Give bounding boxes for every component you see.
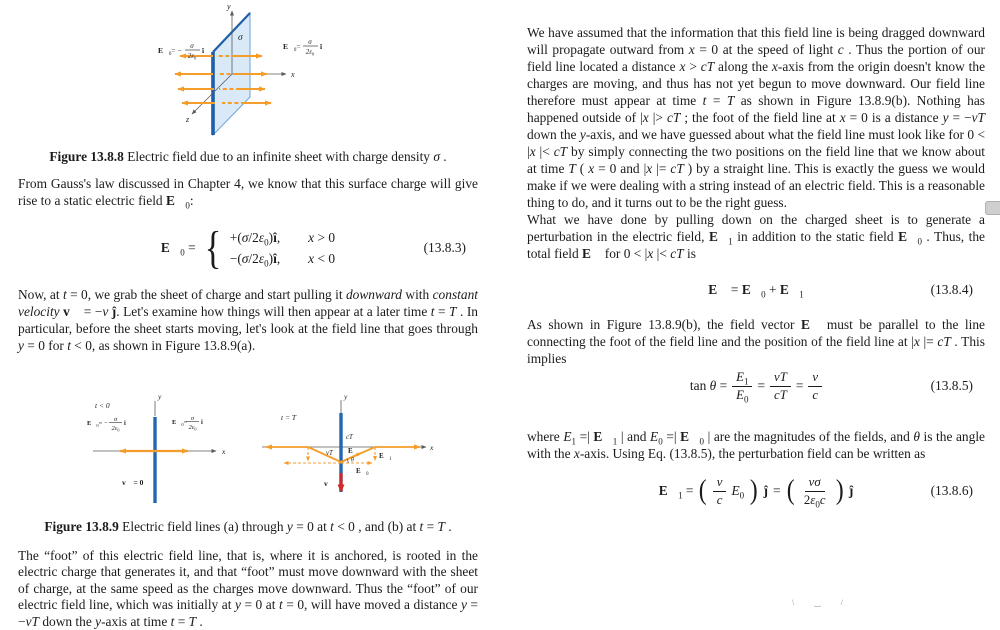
- x-axis-label: x: [222, 447, 226, 456]
- svg-text:E⃗0=: $E⃗_0=$: [283, 42, 301, 53]
- y-axis-label: y: [344, 392, 348, 401]
- paragraph-foot: The “foot” of this electric field line, that is, where it is anchored, is rooted in the electric charge that generates it, and that “foot” must move downward with the sheet of charge, at the same speed as the charges move downward. Thus the “foot” of our electric field line, which was initially at y = 0 at t = 0, will have moved a distance y = −vT down the y-axis at time t = T .: [18, 548, 478, 629]
- right-paren: ): [835, 475, 844, 506]
- equation-13-8-6: $E⃗_1$ = ( $\frac{v}{c}$ $E_0$ ) ĵ = ( $\frac{v\sigma}{2\varepsilon_0c}$ ) ĵ (13.8.6): [658, 474, 973, 510]
- x-axis-label: x: [291, 70, 295, 79]
- figure-13-8-9-caption: Figure 13.8.9 Electric field lines (a) through y = 0 at t < 0 , and (b) at t = T .: [44, 519, 452, 534]
- svg-text:E⃗0= −: $E⃗_0=$ −: [87, 420, 108, 428]
- brace-glyph: {: [204, 222, 222, 273]
- cutoff-text-fragment: \ ‿ /: [792, 598, 852, 607]
- y-axis-label: y: [227, 2, 231, 11]
- svg-text:2ε0: $2\varepsilon_0$: [111, 425, 120, 433]
- svg-text:σ: σ: [190, 42, 194, 50]
- field-line: [266, 447, 420, 462]
- svg-text:σ: σ: [113, 416, 118, 423]
- paragraph-perturbation: What we have done by pulling down on the charged sheet is to generate a perturbation in the electric field, $E⃗_1$ in addition to the static field $E⃗_0$ . Thus, the total field E⃗ for 0 < |x |< cT is: [527, 212, 985, 261]
- figure-13-8-8-caption: Figure 13.8.8 Electric field due to an infinite sheet with charge density σ .: [49, 149, 447, 164]
- field-label-left: [87, 416, 126, 432]
- svg-text:2ε0: $2\varepsilon_0$: [187, 52, 197, 61]
- scrollbar-thumb[interactable]: [985, 201, 1000, 215]
- eq-lhs: $E⃗_0$ =: [160, 240, 196, 258]
- svg-text:î: î: [320, 42, 323, 51]
- paragraph-parallel: As shown in Figure 13.8.9(b), the field vector E⃗ must be parallel to the line connecting the foot of the field line and the position of the field line at |x |= cT . This implies: [527, 317, 985, 366]
- velocity-label: v⃗: [324, 479, 334, 488]
- svg-text:σ: σ: [308, 38, 312, 46]
- sigma-label: σ: [238, 33, 243, 43]
- equation-number: (13.8.4): [930, 282, 973, 297]
- cT-label: cT: [346, 434, 353, 441]
- equation-13-8-5: tan θ = $\frac{E_1}{E_0}$ = $\frac{vT}{cT}$ = $\frac{v}{c}$ (13.8.5): [689, 369, 973, 405]
- svg-text:E⃗0=: $E⃗_0=$: [172, 419, 188, 427]
- theta-label: θ: [351, 457, 354, 464]
- svg-text:σ: σ: [190, 415, 195, 422]
- equation-13-8-4: E⃗ = $E⃗_0$ + $E⃗_1$ (13.8.4): [708, 282, 973, 300]
- y-axis-label: y: [158, 392, 162, 401]
- paragraph-magnitudes: where $E_1$ =| $E⃗_1$ | and $E_0$ =| $E⃗_0$ | are the magnitudes of the fields, and θ is the angle with the x-axis. Using Eq. (13.8.5), the perturbation field can be written as: [527, 429, 985, 461]
- paragraph-now-at-t0: Now, at t = 0, we grab the sheet of charge and start pulling it downward with constant velocity v⃗ = −v ĵ. Let's examine how things will then appear at a later time t = T . In particular, before the sheet starts moving, let's look at the field line that goes through y = 0 for t < 0, as shown in Figure 13.8.9(a).: [18, 287, 478, 353]
- svg-text:î: î: [201, 419, 203, 426]
- figure-13-8-8-diagram: [150, 2, 498, 149]
- figure-13-8-9b-diagram: [258, 388, 440, 518]
- field-label-right: [283, 38, 323, 57]
- svg-text:2ε0: $2\varepsilon_0$: [305, 48, 315, 57]
- E0-component-label: $E⃗_0$: [356, 467, 369, 477]
- equation-number: (13.8.5): [930, 378, 973, 393]
- left-paren: (: [699, 475, 708, 506]
- paragraph-assumed: We have assumed that the information that this field line is being dragged downward will propagate outward from x = 0 at the speed of light c . Thus the portion of our field line located a distance x > cT along the x-axis from the origin doesn't know the charges are moving, and thus has not yet begun to move downward. Our field line therefore must appear at time t = T as shown in Figure 13.8.9(b). Nothing has happened outside of |x |> cT ; the foot of the field line at x = 0 is a distance y = −vT down the y-axis, and we have guessed about what the field line must look like for 0 < |x |< cT by simply connecting the two positions on the field line that we know about at time T ( x = 0 and |x |= cT ) by a straight line. This is exactly the guess we would make if we were dealing with a string instead of an electric field. This is a reasonable thing to do, and it turns out to be the right guess.: [527, 25, 986, 210]
- velocity-zero-label: v⃗ = 0⃗: [122, 478, 150, 487]
- time-label: t < 0: [95, 401, 110, 410]
- field-label-right: [172, 415, 203, 431]
- E-vector-label: E⃗: [348, 447, 359, 455]
- svg-text:î: î: [124, 420, 126, 427]
- left-paren: (: [786, 475, 795, 506]
- svg-text:î: î: [202, 46, 205, 55]
- figure-13-8-9a-diagram: [85, 390, 235, 515]
- svg-text:E⃗0= −: $E⃗_0=$ −: [158, 46, 182, 57]
- equation-number: (13.8.3): [423, 240, 466, 255]
- x-axis-label: x: [430, 443, 434, 452]
- right-paren: ): [749, 475, 758, 506]
- vT-label: vT: [326, 450, 333, 457]
- svg-text:2ε0: $2\varepsilon_0$: [188, 424, 197, 432]
- equation-13-8-3: $E⃗_0$ = { $+(\sigma/2\varepsilon_0)î$, x > 0 $-(\sigma/2\varepsilon_0)î$, x < 0 (13.8.3): [160, 222, 466, 273]
- time-label: t = T: [281, 413, 297, 422]
- field-label-left: [158, 42, 205, 61]
- paragraph-gauss-law: From Gauss's law discussed in Chapter 4, we know that this surface charge will give rise to a static electric field $E⃗_0$:: [18, 176, 478, 211]
- E1-component-label: $E⃗_1$: [379, 452, 392, 462]
- equation-number: (13.8.6): [930, 483, 973, 498]
- z-axis-label: z: [186, 115, 190, 124]
